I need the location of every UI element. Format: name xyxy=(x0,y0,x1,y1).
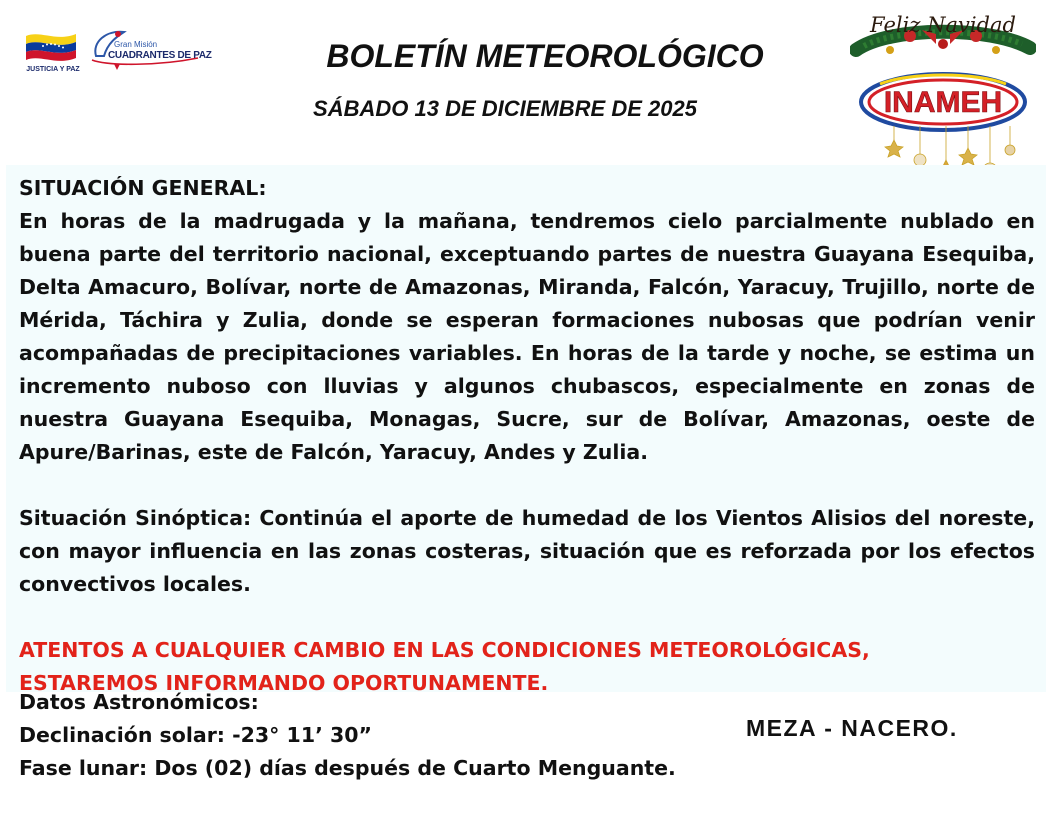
bulletin-title: BOLETÍN METEOROLÓGICO xyxy=(326,38,764,74)
justicia-y-paz-caption: JUSTICIA Y PAZ xyxy=(26,66,80,73)
cuadrantes-de-paz-logo xyxy=(88,26,212,70)
feliz-navidad-text: Feliz Navidad xyxy=(870,13,1016,37)
justicia-y-paz-logo xyxy=(22,26,212,78)
alert-line-1: ATENTOS A CUALQUIER CAMBIO EN LAS CONDICIONES METEOROLÓGICAS, xyxy=(19,638,870,662)
inameh-logo-text: INAMEH xyxy=(883,86,1003,119)
alert-line-2: ESTAREMOS INFORMANDO OPORTUNAMENTE. xyxy=(19,671,549,695)
venezuela-flag-icon xyxy=(24,30,78,62)
general-situation-text: En horas de la madrugada y la mañana, tendremos cielo parcialmente nublado en buena parte del territorio nacional, exceptuando partes de nuestra Guayana Esequiba, Delta Amacuro, Bolívar, norte de Amazonas, Miranda, Falcón, Yaracuy, Trujillo, norte de Mérida, Táchira y Zulia, donde se esperan formaciones nubosas que podrían venir acompañadas de precipitaciones variables. En horas de la tarde y noche, se estima un incremento nuboso con lluvias y algunos chubascos, especialmente en zonas de nuestra Guayana Esequiba, Monagas, Sucre, sur de Bolívar, Amazonas, oeste de Apure/Barinas, este de Falcón, Yaracuy, Andes y Zulia. xyxy=(19,209,1035,464)
author-signature: MEZA - NACERO. xyxy=(746,715,958,741)
cuadrantes-line1: Gran Misión xyxy=(114,40,158,49)
cuadrantes-line2: CUADRANTES DE PAZ xyxy=(108,50,212,61)
bulletin-date: SÁBADO 13 DE DICIEMBRE DE 2025 xyxy=(313,96,697,121)
synoptic-situation-text: Situación Sinóptica: Continúa el aporte de humedad de los Vientos Alisios del noreste, con mayor influencia en las zonas costeras, situación que es reforzada por los efectos convectivos locales. xyxy=(19,506,1035,596)
astronomy-heading: Datos Astronómicos: xyxy=(19,690,259,714)
moon-phase: Fase lunar: Dos (02) días después de Cuarto Menguante. xyxy=(19,756,676,780)
general-situation-section xyxy=(19,172,1035,700)
astronomical-data xyxy=(19,686,719,785)
section-heading: SITUACIÓN GENERAL: xyxy=(19,176,267,200)
solar-declination: Declinación solar: -23° 11’ 30” xyxy=(19,723,373,747)
